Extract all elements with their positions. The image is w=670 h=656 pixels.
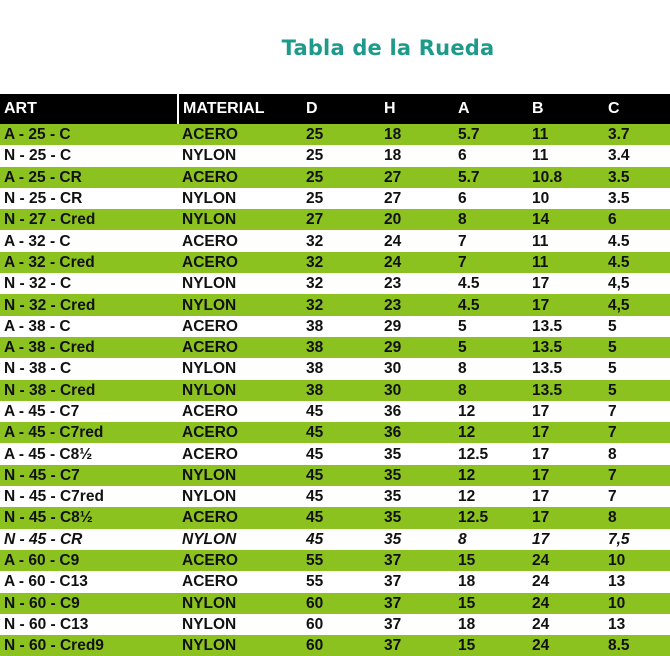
cell-h: 24 — [384, 253, 402, 271]
cell-material: ACERO — [182, 168, 238, 186]
cell-a: 5.7 — [458, 126, 480, 144]
cell-c: 3.4 — [608, 147, 630, 165]
cell-h: 35 — [384, 530, 402, 548]
cell-c: 8.5 — [608, 637, 630, 655]
cell-b: 11 — [532, 232, 549, 250]
cell-h: 35 — [384, 445, 402, 463]
cell-a: 12 — [458, 403, 476, 420]
cell-c: 3.5 — [608, 190, 630, 208]
cell-material: NYLON — [182, 296, 237, 314]
cell-c: 4,5 — [608, 296, 630, 314]
cell-b: 17 — [532, 509, 550, 527]
cell-h: 36 — [384, 403, 402, 420]
cell-material: NYLON — [182, 530, 237, 548]
cell-a: 4.5 — [458, 296, 480, 314]
table-row — [0, 209, 670, 230]
cell-material: ACERO — [182, 317, 238, 335]
cell-c: 10 — [608, 594, 626, 612]
cell-h: 37 — [384, 573, 402, 591]
cell-b: 24 — [532, 637, 550, 655]
cell-material: NYLON — [182, 381, 237, 399]
cell-art: A - 60 - C9 — [4, 552, 80, 570]
cell-b: 17 — [532, 466, 550, 484]
cell-a: 6 — [458, 190, 467, 208]
cell-h: 37 — [384, 637, 402, 655]
cell-art: A - 60 - C13 — [4, 573, 88, 591]
cell-material: NYLON — [182, 190, 237, 208]
cell-d: 45 — [306, 509, 324, 527]
cell-b: 17 — [532, 488, 550, 506]
cell-b: 24 — [532, 615, 550, 633]
cell-d: 60 — [306, 637, 324, 655]
cell-d: 38 — [306, 317, 324, 335]
cell-art: A - 45 - C7 — [4, 403, 80, 420]
header-material: MATERIAL — [183, 100, 265, 117]
cell-d: 45 — [306, 488, 324, 506]
cell-art: N - 38 - C — [4, 360, 72, 378]
cell-art: N - 38 - Cred — [4, 381, 96, 399]
header-b: B — [532, 100, 544, 117]
cell-h: 18 — [384, 147, 402, 165]
cell-b: 11 — [532, 253, 549, 271]
cell-b: 13.5 — [532, 381, 563, 399]
cell-c: 4.5 — [608, 232, 630, 250]
cell-c: 7 — [608, 488, 617, 506]
cell-material: ACERO — [182, 403, 238, 420]
cell-d: 55 — [306, 573, 324, 591]
cell-h: 29 — [384, 339, 402, 357]
cell-art: N - 60 - C9 — [4, 594, 80, 612]
cell-h: 30 — [384, 360, 402, 378]
cell-d: 38 — [306, 339, 324, 357]
cell-art: A - 38 - Cred — [4, 339, 95, 357]
header-d: D — [306, 100, 318, 117]
cell-art: N - 45 - C7red — [4, 488, 104, 506]
cell-d: 25 — [306, 190, 324, 208]
cell-a: 18 — [458, 573, 476, 591]
cell-art: N - 32 - Cred — [4, 296, 96, 314]
cell-a: 12 — [458, 488, 476, 506]
header-c: C — [608, 100, 620, 117]
table-header-row — [0, 94, 670, 124]
page-title: Tabla de la Rueda — [281, 36, 495, 60]
table-row — [0, 230, 670, 251]
table-row — [0, 145, 670, 166]
cell-art: A - 38 - C — [4, 317, 71, 335]
cell-d: 25 — [306, 147, 324, 165]
cell-h: 29 — [384, 317, 402, 335]
table-row — [0, 124, 670, 145]
cell-b: 17 — [532, 403, 550, 420]
cell-material: NYLON — [182, 147, 237, 165]
cell-b: 13.5 — [532, 317, 563, 335]
cell-d: 55 — [306, 552, 324, 570]
cell-art: N - 45 - C7 — [4, 466, 80, 484]
cell-c: 7 — [608, 424, 617, 442]
cell-b: 17 — [532, 275, 550, 293]
cell-a: 12 — [458, 466, 476, 484]
wheel-table — [0, 94, 670, 656]
cell-a: 8 — [458, 360, 467, 378]
cell-h: 27 — [384, 190, 402, 208]
cell-material: ACERO — [182, 509, 238, 527]
cell-b: 11 — [532, 147, 549, 165]
cell-d: 45 — [306, 445, 324, 463]
cell-a: 7 — [458, 232, 467, 250]
cell-a: 6 — [458, 147, 467, 165]
cell-material: ACERO — [182, 232, 238, 250]
table-row — [0, 294, 670, 315]
cell-art: N - 27 - Cred — [4, 211, 96, 229]
cell-a: 7 — [458, 253, 467, 271]
cell-a: 12.5 — [458, 509, 489, 527]
cell-b: 24 — [532, 552, 550, 570]
cell-b: 17 — [532, 445, 550, 463]
cell-a: 5.7 — [458, 168, 480, 186]
cell-c: 13 — [608, 573, 626, 591]
cell-d: 60 — [306, 594, 324, 612]
cell-art: N - 25 - CR — [4, 190, 83, 208]
cell-art: A - 45 - C7red — [4, 424, 104, 442]
table-row — [0, 316, 670, 337]
cell-a: 12 — [458, 424, 476, 442]
cell-b: 17 — [532, 530, 550, 548]
cell-h: 27 — [384, 168, 402, 186]
table-row — [0, 380, 670, 401]
cell-art: N - 25 - C — [4, 147, 72, 165]
cell-a: 15 — [458, 552, 476, 570]
cell-material: NYLON — [182, 360, 237, 378]
table-header — [0, 94, 670, 124]
cell-c: 3.7 — [608, 126, 630, 144]
cell-c: 13 — [608, 615, 626, 633]
table-row — [0, 465, 670, 486]
cell-material: NYLON — [182, 637, 237, 655]
cell-d: 45 — [306, 466, 324, 484]
cell-c: 5 — [608, 339, 617, 357]
cell-b: 10 — [532, 190, 550, 208]
cell-d: 32 — [306, 232, 324, 250]
cell-a: 15 — [458, 637, 476, 655]
table-row — [0, 273, 670, 294]
cell-c: 7,5 — [608, 530, 630, 548]
cell-material: NYLON — [182, 466, 237, 484]
cell-material: NYLON — [182, 594, 237, 612]
cell-b: 10.8 — [532, 168, 563, 186]
cell-a: 5 — [458, 317, 467, 335]
table-row — [0, 486, 670, 507]
header-a: A — [458, 100, 470, 117]
cell-art: N - 45 - CR — [4, 530, 83, 548]
cell-d: 45 — [306, 403, 324, 420]
cell-c: 5 — [608, 317, 617, 335]
cell-art: N - 45 - C8½ — [4, 509, 93, 527]
cell-a: 8 — [458, 381, 467, 399]
cell-art: N - 32 - C — [4, 275, 72, 293]
cell-art: A - 32 - Cred — [4, 253, 95, 271]
cell-material: ACERO — [182, 126, 238, 144]
cell-c: 6 — [608, 211, 617, 229]
cell-c: 4,5 — [608, 275, 630, 293]
cell-b: 17 — [532, 424, 550, 442]
cell-h: 20 — [384, 211, 402, 229]
cell-c: 8 — [608, 445, 617, 463]
table-row — [0, 358, 670, 379]
cell-material: ACERO — [182, 445, 238, 463]
cell-h: 37 — [384, 615, 402, 633]
table-row — [0, 337, 670, 358]
cell-material: NYLON — [182, 275, 237, 293]
cell-a: 8 — [458, 211, 467, 229]
cell-c: 7 — [608, 403, 617, 420]
table-row — [0, 614, 670, 635]
cell-h: 36 — [384, 424, 402, 442]
cell-art: A - 25 - C — [4, 126, 71, 144]
table-row — [0, 188, 670, 209]
cell-b: 13.5 — [532, 360, 563, 378]
cell-h: 37 — [384, 594, 402, 612]
cell-art: A - 25 - CR — [4, 168, 82, 186]
cell-d: 38 — [306, 360, 324, 378]
cell-material: ACERO — [182, 339, 238, 357]
cell-material: ACERO — [182, 552, 238, 570]
cell-c: 3.5 — [608, 168, 630, 186]
cell-d: 38 — [306, 381, 324, 399]
cell-b: 13.5 — [532, 339, 563, 357]
cell-h: 35 — [384, 509, 402, 527]
cell-a: 4.5 — [458, 275, 480, 293]
cell-material: NYLON — [182, 488, 237, 506]
cell-a: 12.5 — [458, 445, 489, 463]
table-row — [0, 507, 670, 528]
table-row — [0, 593, 670, 614]
cell-h: 23 — [384, 296, 402, 314]
cell-art: A - 32 - C — [4, 232, 71, 250]
cell-c: 5 — [608, 381, 617, 399]
table-body — [0, 124, 670, 656]
cell-art: A - 45 - C8½ — [4, 445, 93, 463]
cell-d: 32 — [306, 296, 324, 314]
header-art: ART — [0, 94, 178, 124]
cell-a: 8 — [458, 530, 467, 548]
cell-d: 32 — [306, 253, 324, 271]
cell-c: 5 — [608, 360, 617, 378]
table-row — [0, 571, 670, 592]
cell-d: 25 — [306, 168, 324, 186]
table-row — [0, 443, 670, 464]
table-row — [0, 529, 670, 550]
cell-d: 32 — [306, 275, 324, 293]
cell-a: 5 — [458, 339, 467, 357]
cell-d: 27 — [306, 211, 324, 229]
cell-material: ACERO — [182, 424, 238, 442]
cell-b: 24 — [532, 573, 550, 591]
cell-d: 25 — [306, 126, 324, 144]
cell-h: 35 — [384, 488, 402, 506]
cell-art: N - 60 - C13 — [4, 615, 89, 633]
cell-c: 4.5 — [608, 253, 630, 271]
cell-h: 37 — [384, 552, 402, 570]
table-row — [0, 422, 670, 443]
cell-h: 18 — [384, 126, 402, 144]
cell-c: 7 — [608, 466, 617, 484]
cell-h: 35 — [384, 466, 402, 484]
cell-c: 10 — [608, 552, 626, 570]
cell-d: 45 — [306, 530, 324, 548]
table-row — [0, 401, 670, 422]
cell-h: 24 — [384, 232, 402, 250]
cell-material: NYLON — [182, 211, 237, 229]
header-h: H — [384, 100, 396, 117]
cell-art: N - 60 - Cred9 — [4, 637, 104, 655]
table-row — [0, 167, 670, 188]
cell-c: 8 — [608, 509, 617, 527]
cell-material: ACERO — [182, 253, 238, 271]
cell-material: NYLON — [182, 615, 237, 633]
cell-d: 60 — [306, 615, 324, 633]
cell-h: 23 — [384, 275, 402, 293]
cell-material: ACERO — [182, 573, 238, 591]
table-row — [0, 550, 670, 571]
cell-d: 45 — [306, 424, 324, 442]
cell-b: 17 — [532, 296, 550, 314]
cell-a: 15 — [458, 594, 476, 612]
cell-b: 11 — [532, 126, 549, 144]
cell-b: 24 — [532, 594, 550, 612]
table-row — [0, 635, 670, 656]
table-row — [0, 252, 670, 273]
cell-b: 14 — [532, 211, 550, 229]
cell-a: 18 — [458, 615, 476, 633]
cell-h: 30 — [384, 381, 402, 399]
wheel-table-container — [0, 94, 670, 656]
